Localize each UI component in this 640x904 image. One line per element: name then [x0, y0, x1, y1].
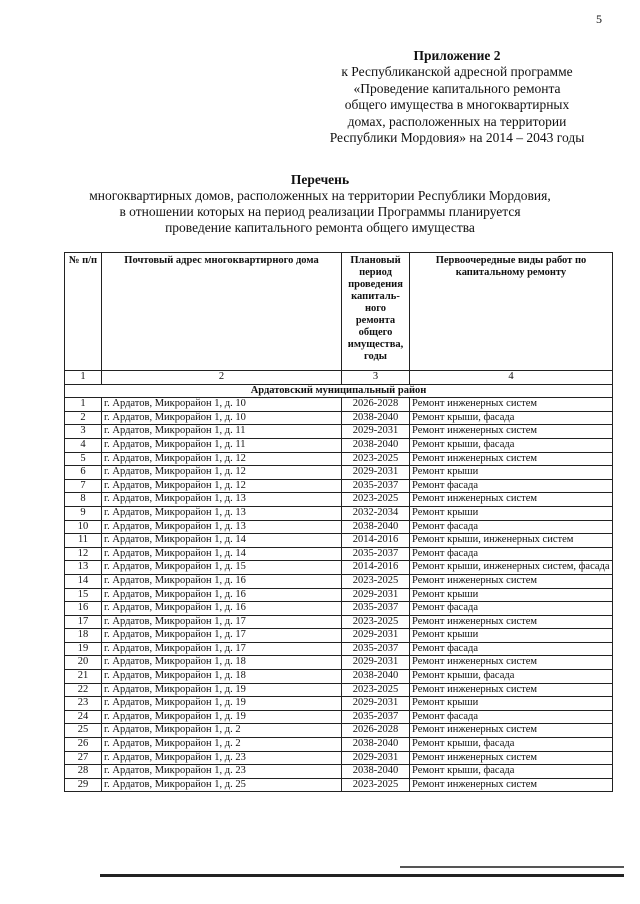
table-row	[65, 724, 613, 738]
row-work: Ремонт инженерных систем	[410, 751, 613, 765]
row-period: 2029-2031	[342, 656, 410, 670]
row-work: Ремонт фасада	[410, 710, 613, 724]
row-number: 12	[65, 547, 102, 561]
appendix-line: общего имущества в многоквартирных	[344, 97, 570, 113]
page-number: 5	[596, 12, 602, 26]
table-row	[65, 438, 613, 452]
row-number: 7	[65, 479, 102, 493]
row-period: 2038-2040	[342, 765, 410, 779]
row-address: г. Ардатов, Микрорайон 1, д. 16	[102, 588, 342, 602]
table-row	[65, 670, 613, 684]
row-work: Ремонт инженерных систем	[410, 452, 613, 466]
row-number: 18	[65, 629, 102, 643]
heading-title: Перечень	[290, 172, 350, 187]
table-row	[65, 466, 613, 480]
table-row	[65, 398, 613, 412]
row-address: г. Ардатов, Микрорайон 1, д. 19	[102, 683, 342, 697]
row-address: г. Ардатов, Микрорайон 1, д. 17	[102, 615, 342, 629]
row-work: Ремонт крыши	[410, 629, 613, 643]
row-work: Ремонт инженерных систем	[410, 574, 613, 588]
row-work: Ремонт крыши, фасада	[410, 738, 613, 752]
row-number: 19	[65, 642, 102, 656]
row-address: г. Ардатов, Микрорайон 1, д. 12	[102, 466, 342, 480]
row-period: 2023-2025	[342, 683, 410, 697]
row-address: г. Ардатов, Микрорайон 1, д. 10	[102, 411, 342, 425]
row-address: г. Ардатов, Микрорайон 1, д. 16	[102, 602, 342, 616]
row-work: Ремонт инженерных систем	[410, 683, 613, 697]
table-row	[65, 602, 613, 616]
heading-line: в отношении которых на период реализации Программы планируется	[119, 204, 521, 219]
row-period: 2023-2025	[342, 452, 410, 466]
row-address: г. Ардатов, Микрорайон 1, д. 11	[102, 438, 342, 452]
column-index: 1	[65, 371, 102, 385]
row-period: 2026-2028	[342, 724, 410, 738]
row-period: 2038-2040	[342, 438, 410, 452]
row-work: Ремонт фасада	[410, 602, 613, 616]
row-address: г. Ардатов, Микрорайон 1, д. 2	[102, 738, 342, 752]
row-work: Ремонт инженерных систем	[410, 656, 613, 670]
row-work: Ремонт крыши	[410, 588, 613, 602]
row-address: г. Ардатов, Микрорайон 1, д. 19	[102, 710, 342, 724]
row-period: 2029-2031	[342, 466, 410, 480]
row-address: г. Ардатов, Микрорайон 1, д. 19	[102, 697, 342, 711]
row-work: Ремонт фасада	[410, 547, 613, 561]
table-row	[65, 751, 613, 765]
row-address: г. Ардатов, Микрорайон 1, д. 14	[102, 534, 342, 548]
row-period: 2023-2025	[342, 574, 410, 588]
table-row	[65, 629, 613, 643]
row-address: г. Ардатов, Микрорайон 1, д. 15	[102, 561, 342, 575]
scan-edge-line	[400, 866, 624, 868]
row-address: г. Ардатов, Микрорайон 1, д. 25	[102, 778, 342, 792]
table-row	[65, 452, 613, 466]
row-period: 2023-2025	[342, 493, 410, 507]
table-row	[65, 765, 613, 779]
table-row	[65, 561, 613, 575]
row-number: 5	[65, 452, 102, 466]
appendix-block	[300, 48, 614, 146]
row-work: Ремонт фасада	[410, 479, 613, 493]
table-row	[65, 738, 613, 752]
row-number: 17	[65, 615, 102, 629]
row-number: 8	[65, 493, 102, 507]
column-index: 4	[410, 371, 613, 385]
table-row	[65, 574, 613, 588]
row-work: Ремонт крыши	[410, 506, 613, 520]
row-period: 2029-2031	[342, 697, 410, 711]
row-period: 2035-2037	[342, 710, 410, 724]
column-index-row	[65, 371, 613, 385]
row-work: Ремонт крыши, фасада	[410, 765, 613, 779]
row-number: 16	[65, 602, 102, 616]
row-work: Ремонт крыши	[410, 466, 613, 480]
row-period: 2014-2016	[342, 534, 410, 548]
row-number: 1	[65, 398, 102, 412]
row-number: 28	[65, 765, 102, 779]
row-address: г. Ардатов, Микрорайон 1, д. 23	[102, 751, 342, 765]
appendix-line: к Республиканской адресной программе	[341, 64, 573, 80]
row-work: Ремонт крыши, инженерных систем	[410, 534, 613, 548]
table-body	[65, 398, 613, 792]
row-work: Ремонт крыши, инженерных систем, фасада	[410, 561, 613, 575]
table-row	[65, 479, 613, 493]
header-works: Первоочередные виды работ по капитальному ремонту	[410, 253, 613, 371]
row-period: 2029-2031	[342, 751, 410, 765]
row-work: Ремонт крыши, фасада	[410, 411, 613, 425]
row-period: 2026-2028	[342, 398, 410, 412]
row-number: 4	[65, 438, 102, 452]
row-address: г. Ардатов, Микрорайон 1, д. 13	[102, 493, 342, 507]
row-period: 2029-2031	[342, 588, 410, 602]
table-row	[65, 697, 613, 711]
row-address: г. Ардатов, Микрорайон 1, д. 2	[102, 724, 342, 738]
table-row	[65, 615, 613, 629]
row-address: г. Ардатов, Микрорайон 1, д. 13	[102, 520, 342, 534]
row-number: 26	[65, 738, 102, 752]
appendix-line: домах, расположенных на территории	[347, 113, 567, 129]
table-row	[65, 520, 613, 534]
district-row	[65, 384, 613, 398]
appendix-title: Приложение 2	[413, 48, 501, 63]
row-address: г. Ардатов, Микрорайон 1, д. 16	[102, 574, 342, 588]
row-period: 2038-2040	[342, 738, 410, 752]
row-address: г. Ардатов, Микрорайон 1, д. 11	[102, 425, 342, 439]
row-number: 29	[65, 778, 102, 792]
row-work: Ремонт крыши, фасада	[410, 670, 613, 684]
row-number: 14	[65, 574, 102, 588]
row-period: 2029-2031	[342, 425, 410, 439]
row-number: 10	[65, 520, 102, 534]
row-address: г. Ардатов, Микрорайон 1, д. 17	[102, 629, 342, 643]
row-address: г. Ардатов, Микрорайон 1, д. 14	[102, 547, 342, 561]
table-row	[65, 411, 613, 425]
row-address: г. Ардатов, Микрорайон 1, д. 23	[102, 765, 342, 779]
row-period: 2035-2037	[342, 547, 410, 561]
table-row	[65, 425, 613, 439]
row-number: 6	[65, 466, 102, 480]
row-number: 2	[65, 411, 102, 425]
row-address: г. Ардатов, Микрорайон 1, д. 12	[102, 452, 342, 466]
row-address: г. Ардатов, Микрорайон 1, д. 10	[102, 398, 342, 412]
column-index: 2	[102, 371, 342, 385]
row-work: Ремонт инженерных систем	[410, 724, 613, 738]
row-period: 2023-2025	[342, 615, 410, 629]
table-row	[65, 778, 613, 792]
row-number: 21	[65, 670, 102, 684]
column-index: 3	[342, 371, 410, 385]
row-period: 2038-2040	[342, 520, 410, 534]
heading-line: проведение капитального ремонта общего имущества	[165, 220, 475, 235]
row-work: Ремонт фасада	[410, 642, 613, 656]
row-address: г. Ардатов, Микрорайон 1, д. 13	[102, 506, 342, 520]
row-number: 20	[65, 656, 102, 670]
header-period: Плановый период проведения капиталь-ного ремонта общего имущества, годы	[342, 253, 410, 371]
row-period: 2035-2037	[342, 479, 410, 493]
row-number: 9	[65, 506, 102, 520]
row-work: Ремонт фасада	[410, 520, 613, 534]
row-work: Ремонт инженерных систем	[410, 493, 613, 507]
row-number: 25	[65, 724, 102, 738]
row-period: 2035-2037	[342, 642, 410, 656]
heading-line: многоквартирных домов, расположенных на территории Республики Мордовия,	[89, 188, 551, 203]
row-number: 24	[65, 710, 102, 724]
appendix-line: «Проведение капитального ремонта	[353, 80, 561, 96]
row-period: 2038-2040	[342, 670, 410, 684]
row-work: Ремонт инженерных систем	[410, 615, 613, 629]
row-address: г. Ардатов, Микрорайон 1, д. 17	[102, 642, 342, 656]
table-row	[65, 710, 613, 724]
houses-table	[64, 252, 613, 792]
list-heading	[48, 172, 592, 236]
row-work: Ремонт инженерных систем	[410, 398, 613, 412]
row-address: г. Ардатов, Микрорайон 1, д. 12	[102, 479, 342, 493]
table-row	[65, 683, 613, 697]
row-period: 2038-2040	[342, 411, 410, 425]
row-number: 22	[65, 683, 102, 697]
appendix-line: Республики Мордовия» на 2014 – 2043 годы	[329, 130, 585, 146]
row-number: 27	[65, 751, 102, 765]
row-number: 3	[65, 425, 102, 439]
header-num: № п/п	[65, 253, 102, 371]
row-work: Ремонт инженерных систем	[410, 425, 613, 439]
row-work: Ремонт крыши	[410, 697, 613, 711]
table-row	[65, 506, 613, 520]
row-number: 15	[65, 588, 102, 602]
row-number: 11	[65, 534, 102, 548]
table-row	[65, 642, 613, 656]
district-name: Ардатовский муниципальный район	[65, 384, 613, 398]
row-period: 2032-2034	[342, 506, 410, 520]
table-header-row	[65, 253, 613, 371]
row-address: г. Ардатов, Микрорайон 1, д. 18	[102, 670, 342, 684]
row-work: Ремонт инженерных систем	[410, 778, 613, 792]
row-work: Ремонт крыши, фасада	[410, 438, 613, 452]
row-number: 23	[65, 697, 102, 711]
table-row	[65, 493, 613, 507]
scan-edge-bar	[100, 874, 624, 877]
row-period: 2023-2025	[342, 778, 410, 792]
table-row	[65, 656, 613, 670]
table-row	[65, 588, 613, 602]
header-address: Почтовый адрес многоквартирного дома	[102, 253, 342, 371]
row-address: г. Ардатов, Микрорайон 1, д. 18	[102, 656, 342, 670]
row-period: 2014-2016	[342, 561, 410, 575]
row-period: 2035-2037	[342, 602, 410, 616]
row-period: 2029-2031	[342, 629, 410, 643]
table-row	[65, 547, 613, 561]
row-number: 13	[65, 561, 102, 575]
table-row	[65, 534, 613, 548]
